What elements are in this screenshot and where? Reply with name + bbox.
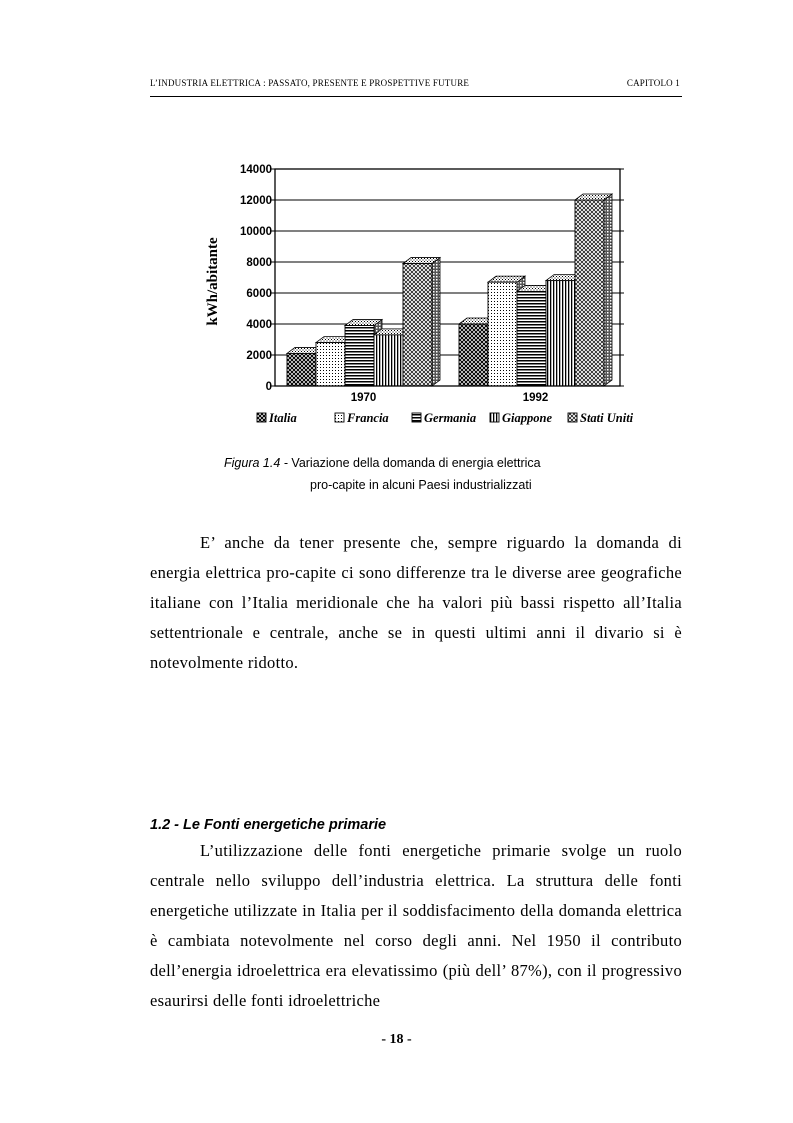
bar-italia-1970: [287, 353, 316, 386]
bar-francia-1970: [316, 343, 345, 386]
bar-italia-1992: [459, 324, 488, 386]
x-tick-label: 1992: [522, 392, 549, 404]
y-tick-label: 8000: [246, 257, 272, 269]
y-tick-label: 0: [265, 381, 272, 393]
y-tick-label: 6000: [246, 288, 272, 300]
x-tick-label: 1970: [350, 392, 377, 404]
legend-swatch-stati-uniti: [568, 413, 577, 422]
bar-stati-uniti-1970-side: [432, 258, 440, 386]
paragraph-fonti-energetiche: L’utilizzazione delle fonti energetiche primarie svolge un ruolo centrale nello sviluppo dell’industria elettrica. La struttura delle fonti energetiche utilizzate in Italia per il soddisfacimento della domanda elettrica è cambiata notevolmente nel corso degli anni. Nel 1950 il contributo dell’energia idroelettrica era elevatissimo (più dell’ 87%), con il progressivo esaurirsi delle fonti idroelettriche: [150, 841, 682, 1010]
running-header-title: L’INDUSTRIA ELETTRICA : PASSATO, PRESENTE E PROSPETTIVE FUTURE: [150, 78, 470, 88]
y-tick-label: 10000: [240, 226, 272, 238]
caption-line-1: Variazione della domanda di energia elettrica: [291, 456, 541, 470]
y-tick-label: 12000: [240, 195, 272, 207]
legend-swatch-italia: [257, 413, 266, 422]
bar-stati-uniti-1992-side: [604, 194, 612, 386]
paragraph-domanda-procapite: E’ anche da tener presente che, sempre riguardo la domanda di energia elettrica pro-capite ci sono differenze tra le diverse aree geografiche italiane con l’Italia meridionale che ha valori più bassi rispetto all’Italia settentrionale e centrale, anche se in questi ultimi anni il divario si è notevolmente ridotto.: [150, 533, 682, 672]
legend-label-giappone: Giappone: [502, 411, 552, 425]
figure-label: Figura 1.4 -: [224, 456, 288, 470]
bar-stati-uniti-1992: [575, 200, 604, 386]
legend-label-germania: Germania: [424, 411, 477, 425]
chart-legend: [257, 411, 634, 425]
bar-stati-uniti-1970: [403, 264, 432, 386]
legend-label-francia: Francia: [347, 411, 389, 425]
running-header: [150, 76, 682, 97]
bar-giappone-1992: [546, 281, 575, 386]
y-axis-label: kWh/abitante: [205, 237, 221, 326]
bar-germania-1992: [517, 291, 546, 386]
bar-chart: [190, 150, 660, 440]
bar-germania-1970: [345, 326, 374, 386]
section-title: 1.2 - Le Fonti energetiche primarie: [150, 817, 387, 833]
legend-label-stati-uniti: Stati Uniti: [580, 411, 634, 425]
y-tick-label: 2000: [246, 350, 272, 362]
legend-swatch-giappone: [490, 413, 499, 422]
legend-label-italia: Italia: [269, 411, 297, 425]
bar-giappone-1970: [374, 335, 403, 386]
bar-francia-1992: [488, 282, 517, 386]
y-tick-label: 4000: [246, 319, 272, 331]
legend-swatch-francia: [335, 413, 344, 422]
legend-swatch-germania: [412, 413, 421, 422]
caption-line-2: pro-capite in alcuni Paesi industrializzati: [310, 478, 532, 492]
y-tick-label: 14000: [240, 164, 272, 176]
page-number: - 18 -: [381, 1032, 412, 1047]
running-header-chapter: CAPITOLO 1: [626, 78, 680, 88]
chart-bars: [287, 194, 612, 386]
